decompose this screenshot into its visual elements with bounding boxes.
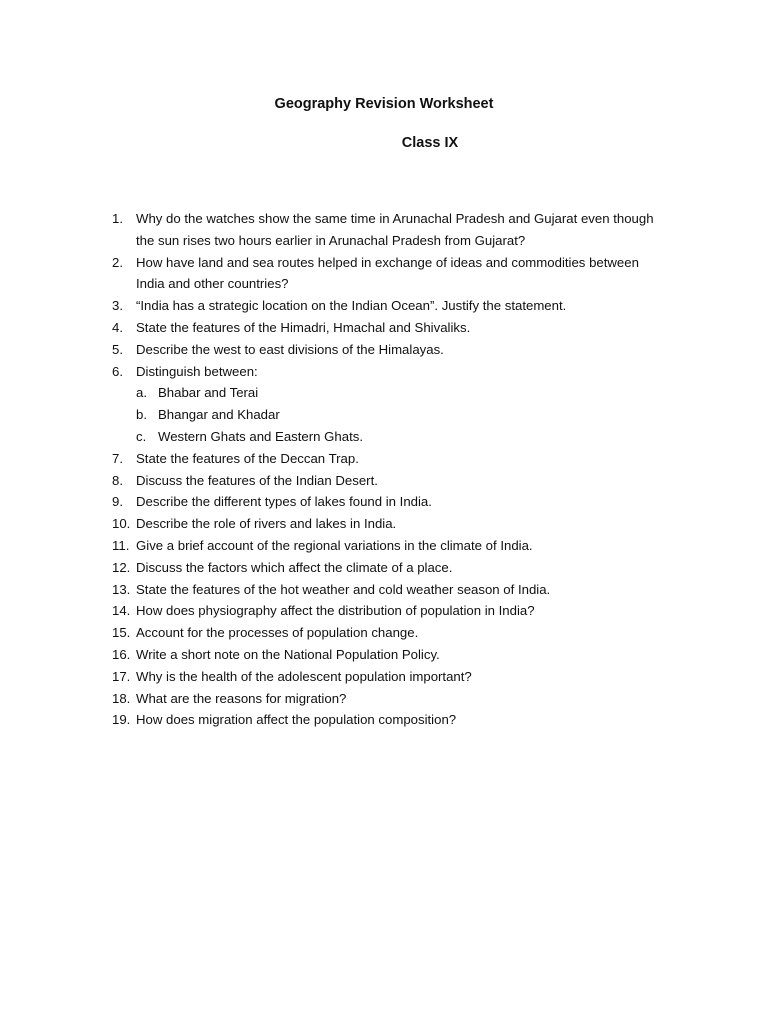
question-18 bbox=[112, 688, 712, 710]
question-number: 3. bbox=[112, 298, 123, 314]
question-12 bbox=[112, 557, 712, 579]
question-8 bbox=[112, 470, 712, 492]
subitem-letter: c. bbox=[136, 428, 147, 444]
question-number: 6. bbox=[112, 363, 123, 379]
question-text-line: Discuss the factors which affect the climate of a place. bbox=[136, 559, 453, 575]
question-text-line: Why do the watches show the same time in Arunachal Pradesh and Gujarat even though bbox=[136, 211, 654, 226]
question-text-line: Give a brief account of the regional variations in the climate of India. bbox=[136, 537, 533, 553]
question-number: 11. bbox=[112, 537, 130, 553]
question-15 bbox=[112, 622, 712, 644]
question-text-line: Discuss the features of the Indian Desert. bbox=[136, 472, 378, 488]
question-list bbox=[112, 208, 712, 731]
question-10 bbox=[112, 513, 712, 535]
question-number: 9. bbox=[112, 494, 123, 510]
question-text-line: State the features of the Himadri, Hmachal and Shivaliks. bbox=[136, 319, 471, 335]
question-number: 19. bbox=[112, 712, 131, 728]
question-number: 7. bbox=[112, 450, 123, 466]
question-text-line: How have land and sea routes helped in exchange of ideas and commodities between bbox=[136, 254, 639, 270]
question-text-line: Describe the different types of lakes found in India. bbox=[136, 494, 432, 510]
question-text-line: How does physiography affect the distribution of population in India? bbox=[136, 603, 535, 619]
subitem-text: Bhabar and Terai bbox=[158, 385, 259, 401]
question-text-line: India and other countries? bbox=[136, 276, 289, 292]
question-number: 15. bbox=[112, 625, 131, 641]
question-7 bbox=[112, 448, 712, 470]
question-5 bbox=[112, 339, 712, 361]
class-label: Class IX bbox=[401, 135, 459, 151]
question-number: 13. bbox=[112, 581, 131, 597]
question-number: 12. bbox=[112, 559, 131, 575]
subitem-letter: b. bbox=[136, 407, 147, 423]
subitem-text: Western Ghats and Eastern Ghats. bbox=[158, 428, 363, 444]
question-text-line: What are the reasons for migration? bbox=[136, 690, 347, 706]
subitem-text: Bhangar and Khadar bbox=[158, 407, 280, 423]
question-number: 8. bbox=[112, 472, 123, 488]
question-number: 17. bbox=[112, 668, 131, 684]
subitem-b bbox=[112, 404, 712, 426]
question-number: 10. bbox=[112, 516, 131, 532]
question-text-line: Why is the health of the adolescent population important? bbox=[136, 668, 472, 684]
question-number: 18. bbox=[112, 690, 131, 706]
question-9 bbox=[112, 491, 712, 513]
question-19 bbox=[112, 709, 712, 731]
question-16 bbox=[112, 644, 712, 666]
question-number: 4. bbox=[112, 319, 123, 335]
question-4 bbox=[112, 317, 712, 339]
question-number: 1. bbox=[112, 211, 123, 226]
question-text-line: Distinguish between: bbox=[136, 363, 258, 379]
page-title: Geography Revision Worksheet bbox=[274, 96, 494, 112]
question-text-line: Write a short note on the National Population Policy. bbox=[136, 646, 440, 662]
question-17 bbox=[112, 666, 712, 688]
subitem-a bbox=[112, 382, 712, 404]
question-number: 16. bbox=[112, 646, 131, 662]
question-text-line: the sun rises two hours earlier in Arunachal Pradesh from Gujarat? bbox=[136, 232, 526, 248]
question-text-line: “India has a strategic location on the Indian Ocean”. Justify the statement. bbox=[136, 298, 567, 314]
question-6 bbox=[112, 361, 712, 383]
question-14 bbox=[112, 600, 712, 622]
question-text-line: State the features of the Deccan Trap. bbox=[136, 450, 359, 466]
question-text-line: State the features of the hot weather and cold weather season of India. bbox=[136, 581, 551, 597]
question-number: 5. bbox=[112, 341, 123, 357]
question-11 bbox=[112, 535, 712, 557]
question-text-line: Account for the processes of population change. bbox=[136, 625, 419, 641]
subitem-letter: a. bbox=[136, 385, 147, 401]
question-text-line: Describe the west to east divisions of the Himalayas. bbox=[136, 341, 444, 357]
question-2 bbox=[112, 252, 712, 296]
question-text-line: How does migration affect the population composition? bbox=[136, 712, 457, 728]
question-3 bbox=[112, 295, 712, 317]
question-number: 2. bbox=[112, 254, 123, 270]
subitem-c bbox=[112, 426, 712, 448]
question-13 bbox=[112, 579, 712, 601]
question-1 bbox=[112, 208, 712, 252]
question-text-line: Describe the role of rivers and lakes in India. bbox=[136, 516, 397, 532]
question-number: 14. bbox=[112, 603, 131, 619]
